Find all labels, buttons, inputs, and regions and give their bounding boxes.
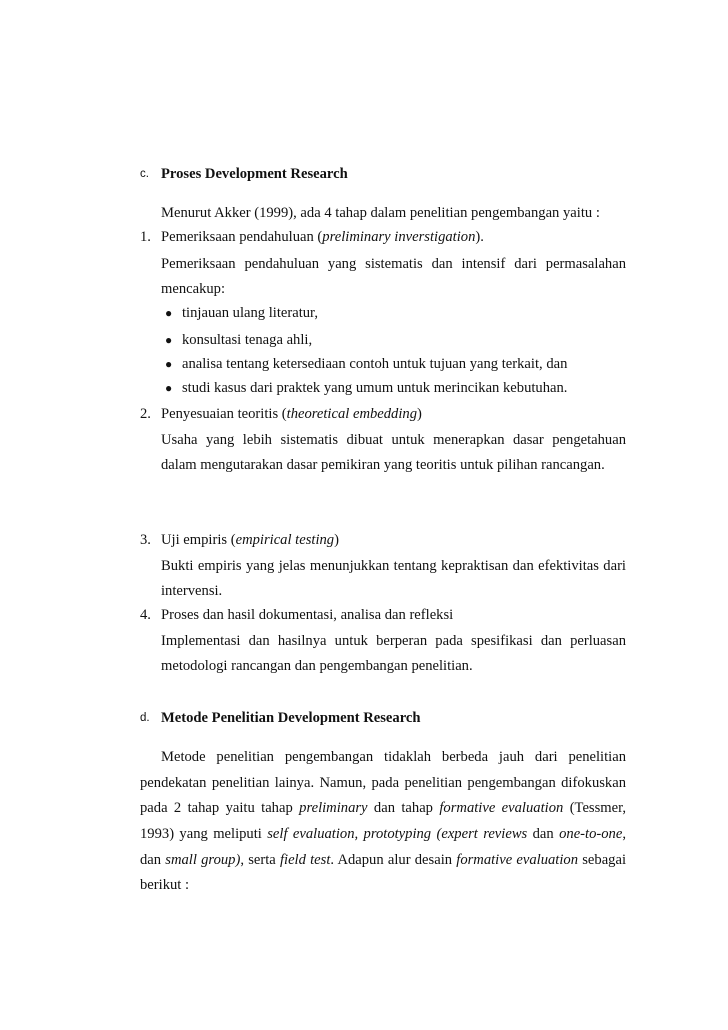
item-1-number: 1. <box>140 229 151 245</box>
section-d-marker: d. <box>140 712 150 724</box>
item-4-number: 4. <box>140 607 151 623</box>
item-1-desc-line1: Pemeriksaan pendahuluan yang sistematis dan intensif dari permasalahan <box>161 256 626 272</box>
item-3-number: 3. <box>140 532 151 548</box>
item-1-desc-line2: mencakup: <box>161 281 226 297</box>
section-c-title: Proses Development Research <box>161 166 348 182</box>
item-4-title: Proses dan hasil dokumentasi, analisa dan refleksi <box>161 607 454 623</box>
item-2-number: 2. <box>140 406 151 422</box>
section-d-paragraph-line3: pada 2 tahap yaitu tahap preliminary dan tahap formative evaluation (Tessmer, <box>140 800 627 816</box>
item-4-desc-line1: Implementasi dan hasilnya untuk berperan pada spesifikasi dan perluasan <box>161 633 626 649</box>
section-d-paragraph-line5: dan small group), serta field test. Adapun alur desain formative evaluation sebagai <box>140 852 626 868</box>
item-3-title: Uji empiris (empirical testing) <box>161 532 339 548</box>
section-c-intro: Menurut Akker (1999), ada 4 tahap dalam penelitian pengembangan yaitu : <box>161 205 600 221</box>
item-4-desc-line2: metodologi rancangan dan pengembangan penelitian. <box>161 658 473 674</box>
section-d-paragraph-line2: pendekatan penelitian lainya. Namun, pada penelitian pengembangan difokuskan <box>140 775 626 791</box>
bullet-icon: ● <box>165 381 173 395</box>
section-c-marker: c. <box>140 168 149 180</box>
bullet-item-4: studi kasus dari praktek yang umum untuk merincikan kebutuhan. <box>182 380 568 396</box>
section-d-paragraph-line1: Metode penelitian pengembangan tidaklah berbeda jauh dari penelitian <box>161 749 626 765</box>
section-d-paragraph-line4: 1993) yang meliputi self evaluation, prototyping (expert reviews dan one-to-one, <box>140 826 626 842</box>
bullet-item-2: konsultasi tenaga ahli, <box>182 332 313 348</box>
item-2-desc-line2: dalam mengutarakan dasar pemikiran yang teoritis untuk pilihan rancangan. <box>161 457 605 473</box>
bullet-icon: ● <box>165 357 173 371</box>
bullet-item-3: analisa tentang ketersediaan contoh untuk tujuan yang terkait, dan <box>182 356 568 372</box>
section-d-title: Metode Penelitian Development Research <box>161 710 421 726</box>
item-1-title: Pemeriksaan pendahuluan (preliminary inverstigation). <box>161 229 484 245</box>
item-2-desc-line1: Usaha yang lebih sistematis dibuat untuk menerapkan dasar pengetahuan <box>161 432 626 448</box>
bullet-icon: ● <box>165 333 173 347</box>
item-3-desc-line1: Bukti empiris yang jelas menunjukkan tentang kepraktisan dan efektivitas dari <box>161 558 626 574</box>
bullet-item-1: tinjauan ulang literatur, <box>182 305 318 321</box>
item-2-title: Penyesuaian teoritis (theoretical embedding) <box>161 406 422 422</box>
bullet-icon: ● <box>165 306 173 320</box>
section-d-paragraph-line6: berikut : <box>140 877 190 893</box>
item-3-desc-line2: intervensi. <box>161 583 223 599</box>
